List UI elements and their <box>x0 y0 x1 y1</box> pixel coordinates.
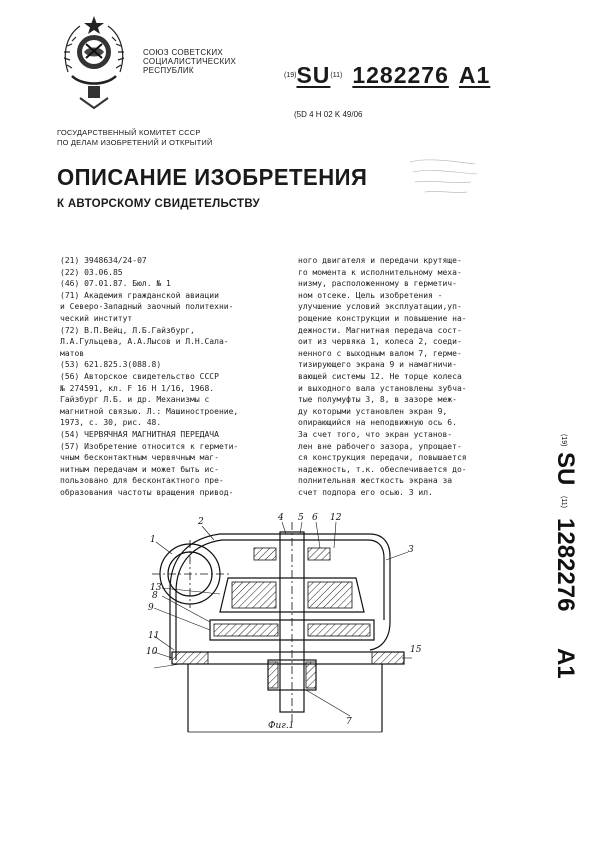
text-line: № 274591, кл. F 16 H 1/16, 1968. <box>60 383 215 393</box>
part-label: 10 <box>146 647 158 657</box>
text-line: и Северо-Западный заочный политехни- <box>60 302 234 312</box>
text-line: (72) В.П.Вейц, Л.Б.Гайзбург, <box>60 325 195 335</box>
part-label: 9 <box>148 603 154 613</box>
figure-caption: Фиг.1 <box>268 721 295 731</box>
text-line: ненного с выходным валом 7, герме- <box>298 348 462 358</box>
text-line: (57) Изобретение относится к гермети- <box>60 441 239 451</box>
part-label: 1 <box>150 535 156 545</box>
text-line: (53) 621.825.3(088.8) <box>60 360 162 370</box>
part-label: 11 <box>148 631 160 641</box>
text-line: матов <box>60 348 85 358</box>
text-line: (71) Академия гражданской авиации <box>60 290 219 300</box>
part-label: 3 <box>408 545 414 555</box>
text-line: чным бесконтактным червячным маг- <box>60 453 219 463</box>
text-line: оит из червяка 1, колеса 2, соеди- <box>298 337 462 347</box>
part-label: 7 <box>346 717 352 727</box>
text-line: образования частоты вращения привод- <box>60 487 234 497</box>
part-label: 12 <box>330 513 342 523</box>
document-kind: A1 <box>458 62 491 88</box>
text-line: дежности. Магнитная передача сост- <box>298 325 462 335</box>
union-name <box>143 48 236 75</box>
text-line: ся конструкция передачи, повышается <box>298 453 467 463</box>
union-line: РЕСПУБЛИК <box>143 66 194 75</box>
country-code: SU <box>296 62 331 88</box>
library-stamp <box>405 152 485 202</box>
part-label: 13 <box>150 583 162 593</box>
text-line: тые полумуфты 3, 8, в зазоре меж- <box>298 395 457 405</box>
part-label: 8 <box>152 591 158 601</box>
text-line: низму, расположенному в герметич- <box>298 279 457 289</box>
part-label: 4 <box>278 513 284 523</box>
text-line: нитным передачам и может быть ис- <box>60 464 219 474</box>
text-line: (56) Авторское свидетельство СССР <box>60 371 219 381</box>
text-line: тизирующего экрана 9 и намагничи- <box>298 360 457 370</box>
part-label: 15 <box>410 645 422 655</box>
union-line: СОЦИАЛИСТИЧЕСКИХ <box>143 57 237 66</box>
text-line: ного двигателя и передачи крутяще- <box>298 256 462 265</box>
document-subtitle: К АВТОРСКОМУ СВИДЕТЕЛЬСТВУ <box>57 198 260 210</box>
side-country: SU <box>552 452 579 486</box>
text-line: опирающийся на неподвижную ось 6. <box>298 418 457 428</box>
committee-line: ПО ДЕЛАМ ИЗОБРЕТЕНИЙ И ОТКРЫТИЙ <box>57 138 213 147</box>
text-line: Л.А.Гульцева, А.А.Лысов и Л.Н.Сала- <box>60 337 229 347</box>
text-line: 1973, с. 30, рис. 48. <box>60 418 162 428</box>
committee-name <box>57 128 213 148</box>
text-line: и выходного вала установлены зубча- <box>298 383 467 393</box>
text-line: рощение конструкции и повышение на- <box>298 313 467 323</box>
inid-code-19: (19) <box>284 72 297 79</box>
text-line: ду которыми установлен экран 9, <box>298 406 448 416</box>
right-column <box>298 255 498 498</box>
publication-number <box>284 62 490 89</box>
side-code-19: (19) <box>560 434 567 447</box>
text-line: (54) ЧЕРВЯЧНАЯ МАГНИТНАЯ ПЕРЕДАЧА <box>60 429 219 439</box>
text-line: полнительная жесткость экрана за <box>298 476 453 486</box>
text-line: улучшение условий эксплуатации,уп- <box>298 302 462 312</box>
figure-1-drawing <box>146 512 430 740</box>
document-title: ОПИСАНИЕ ИЗОБРЕТЕНИЯ <box>57 164 368 190</box>
text-line: го момента к исполнительному меха- <box>298 267 462 277</box>
ipc-classification: (5D 4 H 02 K 49/06 <box>294 110 363 119</box>
text-line: (22) 03.06.85 <box>60 267 123 277</box>
side-kind: A1 <box>552 648 579 679</box>
committee-line: ГОСУДАРСТВЕННЫЙ КОМИТЕТ СССР <box>57 128 201 137</box>
text-line: пользовано для бесконтактного пре- <box>60 476 224 486</box>
part-label: 2 <box>198 517 204 527</box>
text-line: магнитной связью. Л.: Машиностроение, <box>60 406 239 416</box>
text-line: вающей системы 12. Не торце колеса <box>298 371 462 381</box>
text-line: ном отсеке. Цель изобретения - <box>298 290 443 300</box>
side-number: 1282276 <box>552 518 579 612</box>
text-line: (21) 3948634/24-07 <box>60 256 147 265</box>
text-line: (46) 07.01.87. Бюл. № 1 <box>60 279 171 289</box>
inid-code-11: (11) <box>330 72 343 79</box>
side-code-11: (11) <box>560 496 567 508</box>
patent-number: 1282276 <box>352 62 449 88</box>
ussr-emblem <box>58 12 130 112</box>
text-line: счет подпора его осью. 3 ил. <box>298 487 433 497</box>
text-line: надежность, т.к. обеспечивается до- <box>298 464 467 474</box>
part-label: 5 <box>298 513 304 523</box>
text-line: Гайзбург Л.Б. и др. Механизмы с <box>60 395 210 405</box>
text-line: ческий институт <box>60 313 133 323</box>
part-label: 6 <box>312 513 318 523</box>
text-line: За счет того, что экран установ- <box>298 429 453 439</box>
side-publication-number <box>526 430 579 700</box>
left-column <box>60 255 275 498</box>
union-line: СОЮЗ СОВЕТСКИХ <box>143 48 224 57</box>
text-line: лен вне рабочего зазора, упрощает- <box>298 441 462 451</box>
